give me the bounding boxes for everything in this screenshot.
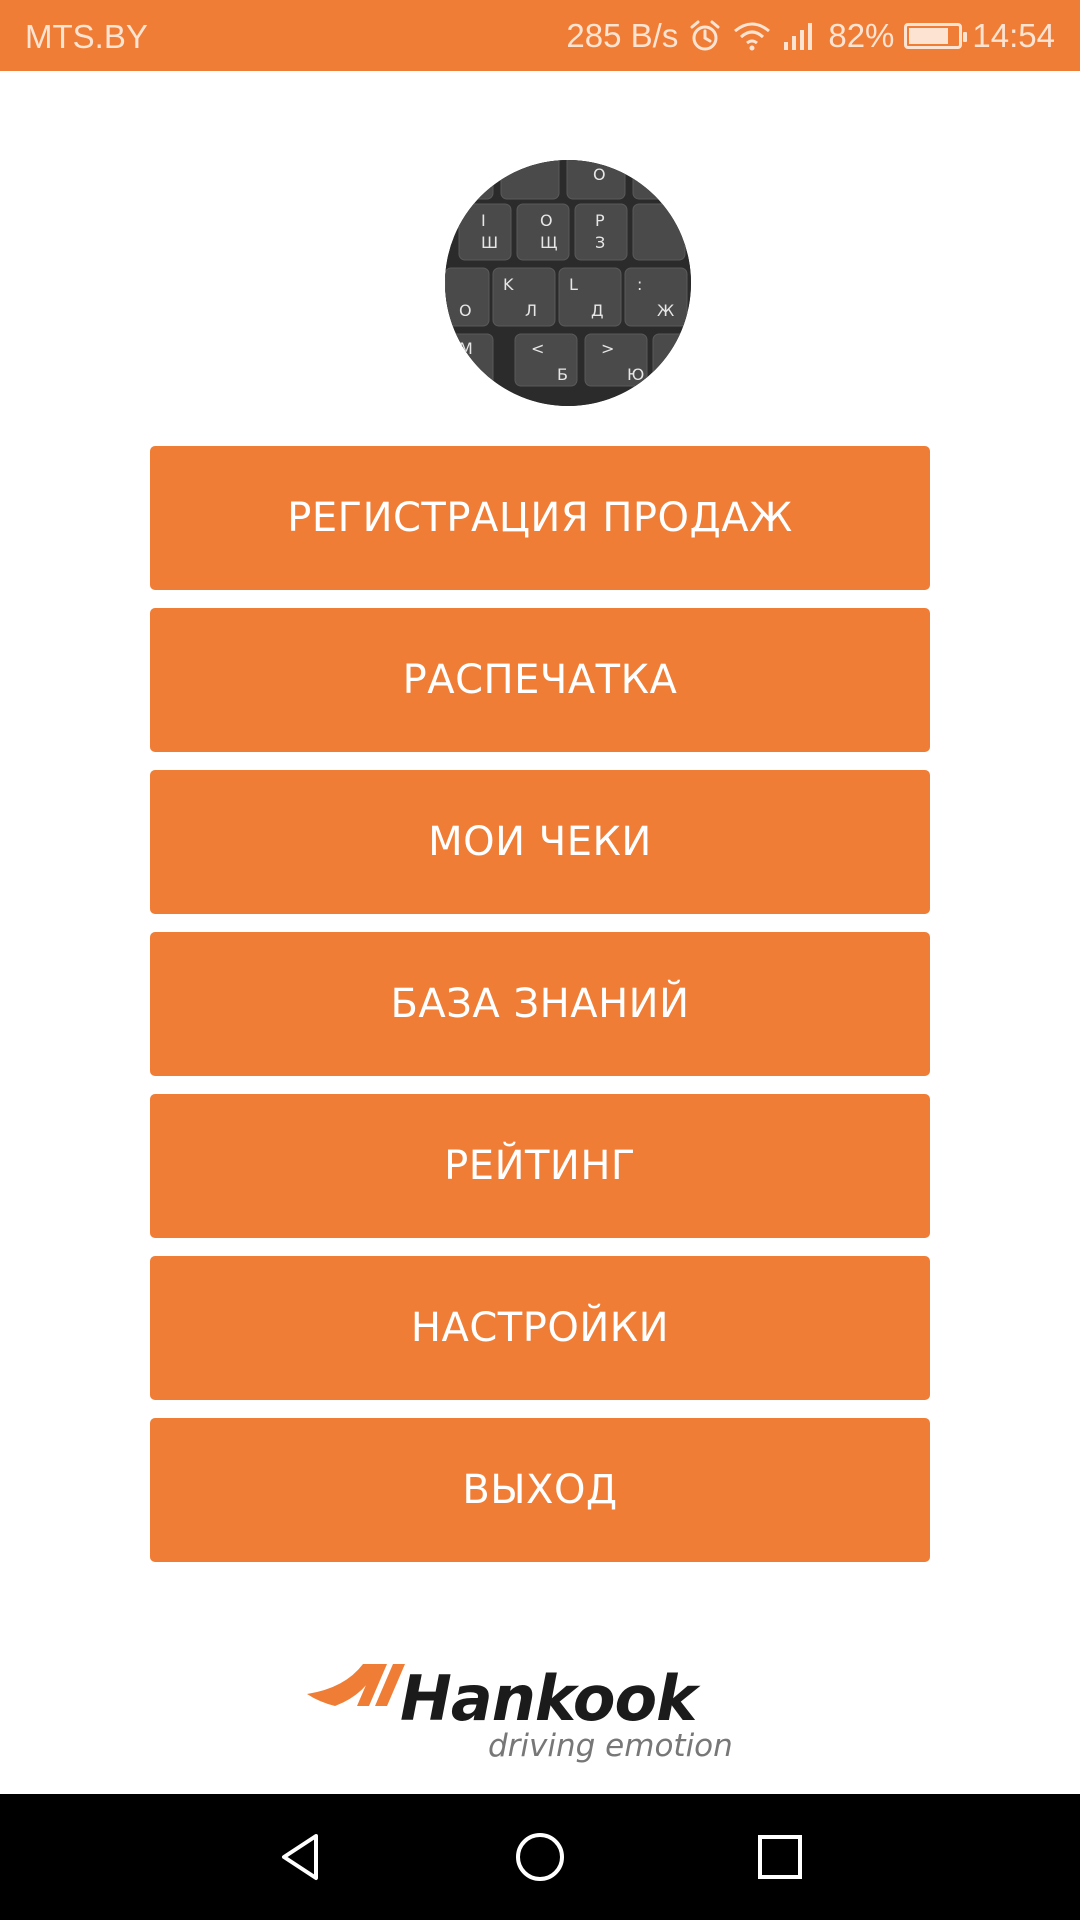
signal-icon (782, 20, 818, 52)
battery-icon (904, 23, 962, 49)
svg-text::: : (637, 275, 643, 294)
svg-text:З: З (595, 233, 606, 252)
wifi-icon (732, 19, 772, 53)
svg-text:Л: Л (525, 301, 538, 320)
rating-button[interactable]: РЕЙТИНГ (150, 1094, 930, 1238)
hankook-swoosh-icon (305, 1664, 415, 1734)
svg-text:О: О (459, 301, 472, 320)
svg-text:Б: Б (557, 365, 568, 384)
keyboard-photo-icon (445, 160, 691, 406)
svg-text:O: O (593, 165, 606, 184)
brand-name: Hankook (400, 1662, 697, 1735)
svg-text:L: L (569, 275, 578, 294)
navigation-bar (0, 1794, 1080, 1920)
carrier-label: MTS.BY (25, 18, 148, 55)
settings-button[interactable]: НАСТРОЙКИ (150, 1256, 930, 1400)
printout-button[interactable]: РАСПЕЧАТКА (150, 608, 930, 752)
svg-text:Ж: Ж (657, 301, 675, 320)
svg-text:Щ: Щ (540, 233, 558, 252)
profile-avatar[interactable] (445, 160, 691, 406)
svg-text:P: P (595, 211, 605, 230)
battery-fill (909, 28, 948, 44)
back-icon[interactable] (240, 1794, 360, 1920)
svg-text:I: I (481, 211, 486, 230)
svg-text:M: M (459, 339, 473, 358)
knowledge-base-button[interactable]: БАЗА ЗНАНИЙ (150, 932, 930, 1076)
home-icon[interactable] (480, 1794, 600, 1920)
my-receipts-button[interactable]: МОИ ЧЕКИ (150, 770, 930, 914)
alarm-icon (688, 19, 722, 53)
svg-text:>: > (601, 339, 615, 358)
battery-percent: 82% (828, 16, 895, 54)
svg-text:Ш: Ш (481, 233, 499, 252)
svg-text:K: K (503, 275, 514, 294)
brand-tagline: driving emotion (488, 1728, 733, 1764)
svg-text:Ь: Ь (459, 365, 470, 384)
svg-text:Ю: Ю (627, 365, 645, 384)
logout-button[interactable]: ВЫХОД (150, 1418, 930, 1562)
recents-icon[interactable] (720, 1794, 840, 1920)
svg-text:Д: Д (591, 301, 604, 320)
main-menu (150, 446, 930, 1580)
hankook-logo (305, 1664, 775, 1769)
clock: 14:54 (972, 16, 1055, 54)
svg-text:<: < (531, 339, 545, 358)
status-bar-right (566, 0, 1055, 71)
status-bar (0, 0, 1080, 71)
network-speed: 285 B/s (566, 16, 679, 54)
svg-text:O: O (540, 211, 553, 230)
sales-registration-button[interactable]: РЕГИСТРАЦИЯ ПРОДАЖ (150, 446, 930, 590)
